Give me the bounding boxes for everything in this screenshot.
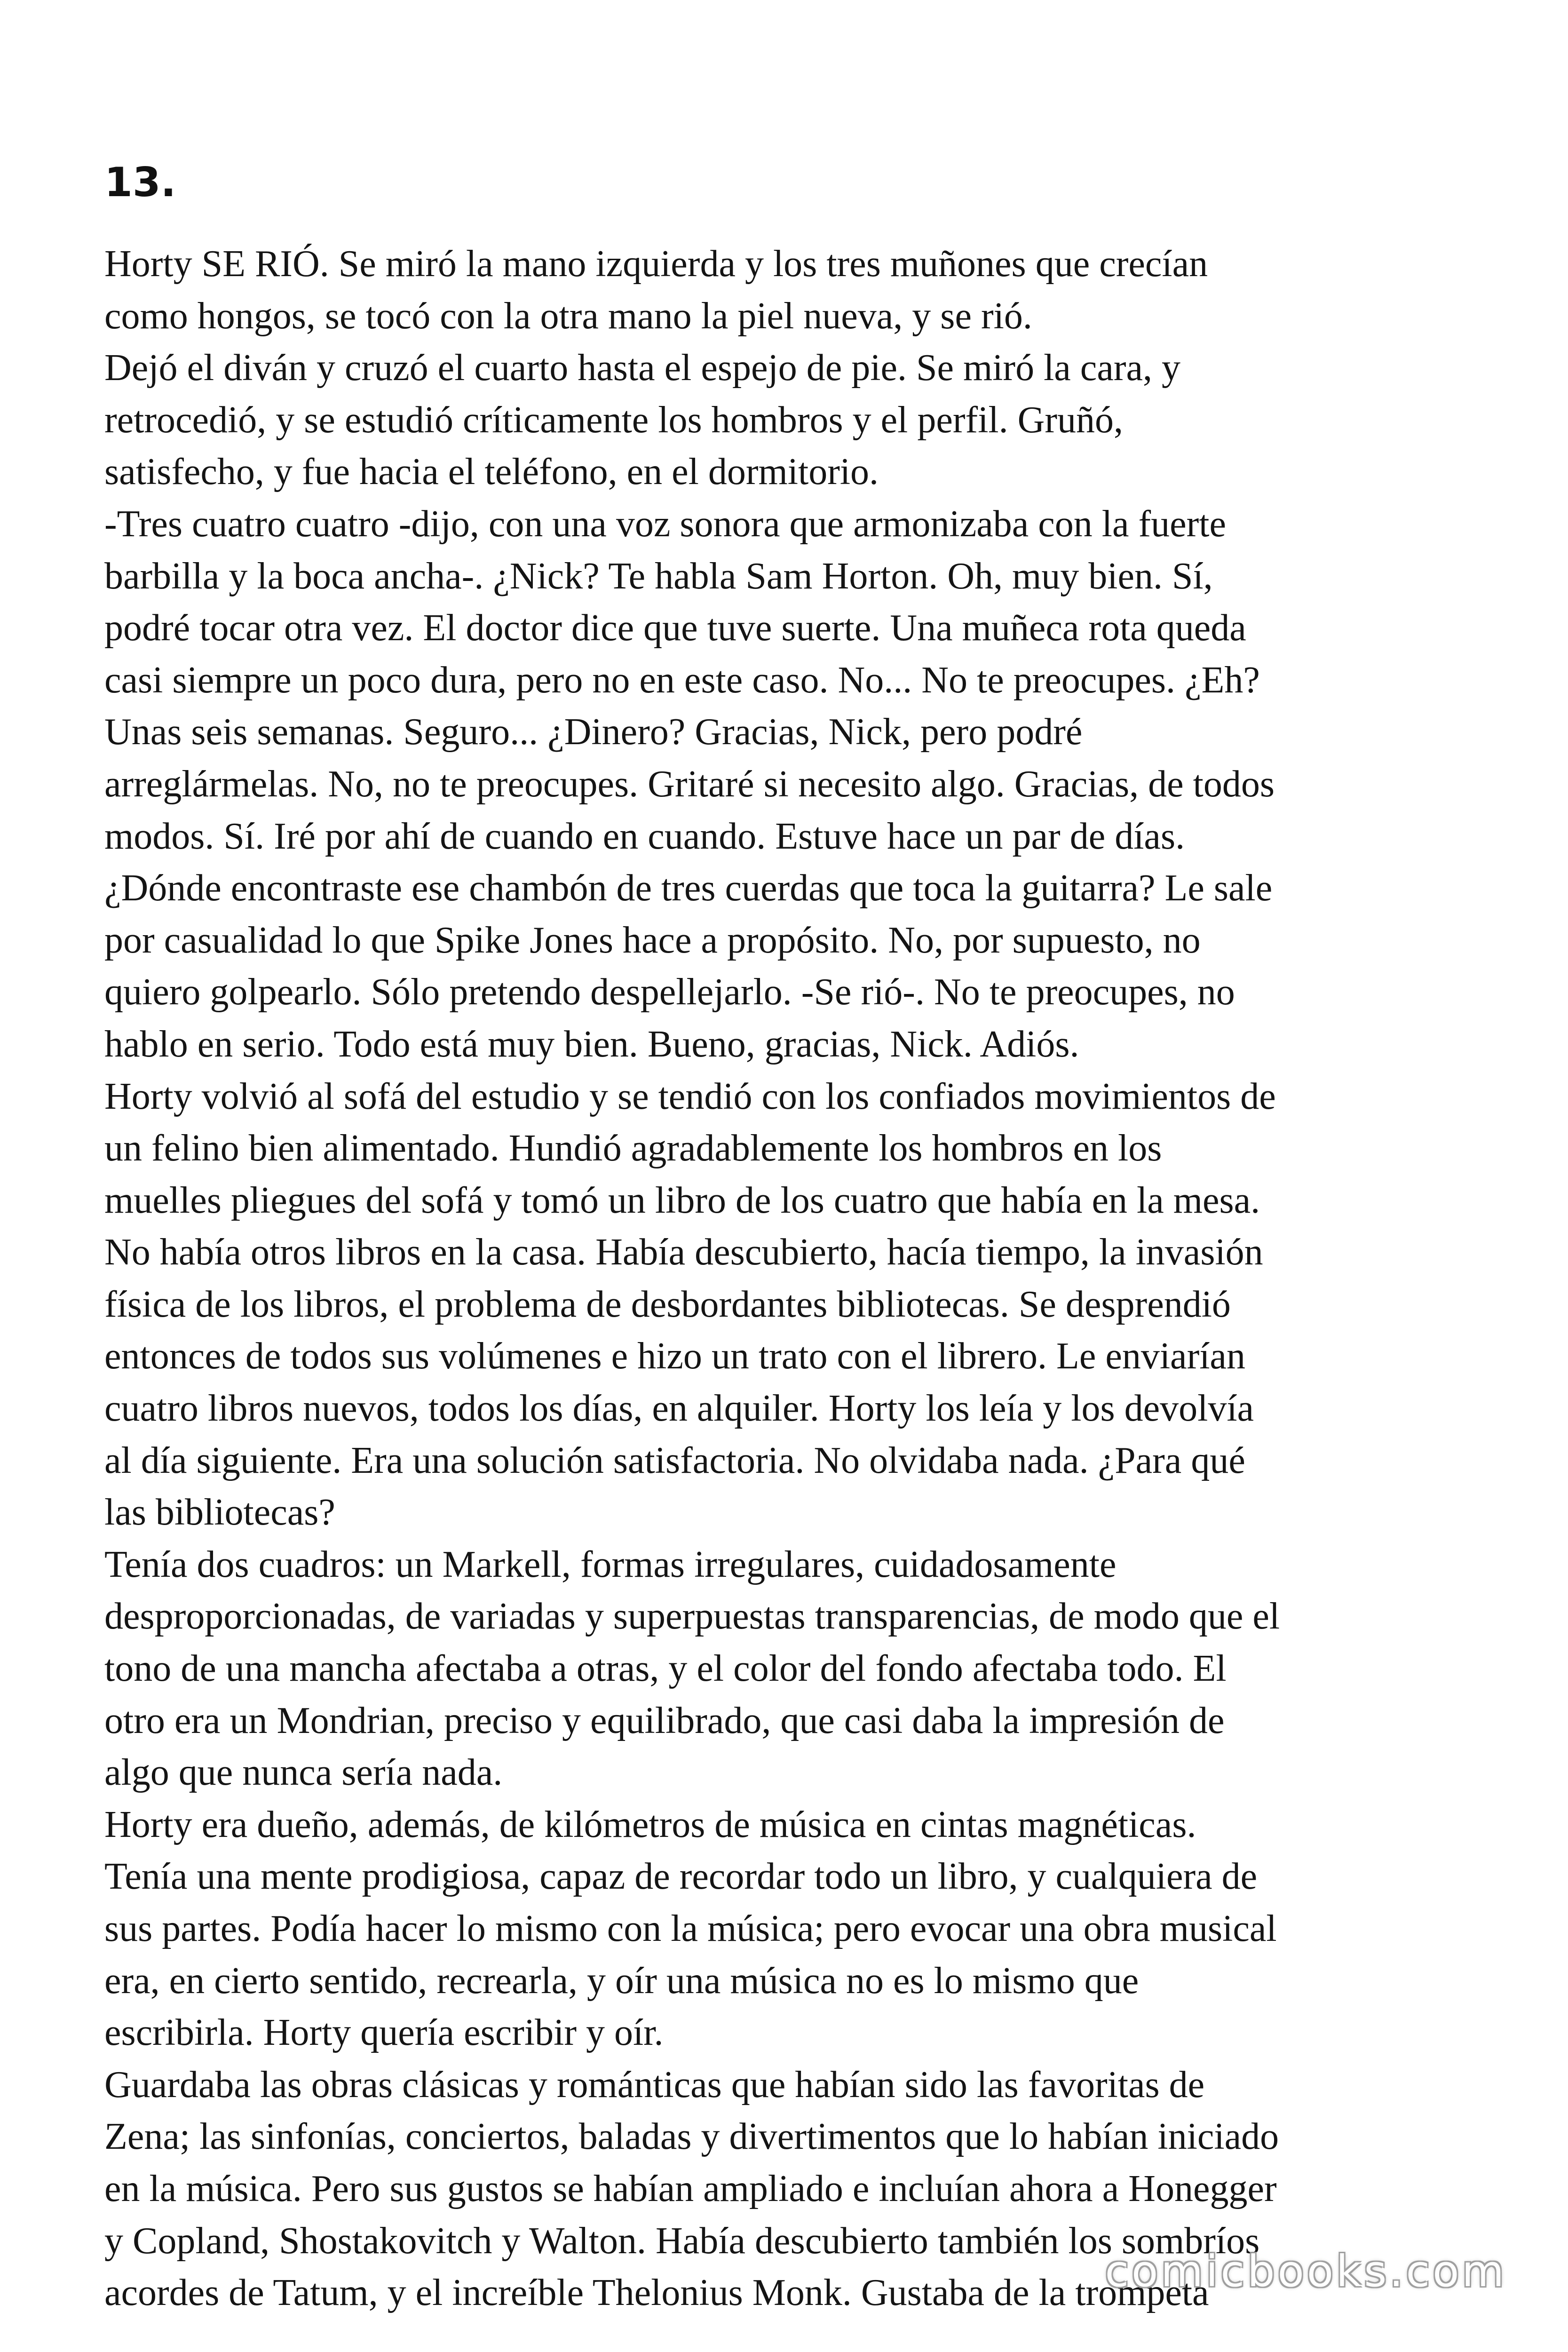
text-line: era, en cierto sentido, recrearla, y oír una música no es lo mismo que [104,1960,1139,2002]
text-line: ¿Dónde encontraste ese chambón de tres cuerdas que toca la guitarra? Le sale [104,867,1273,909]
text-line: al día siguiente. Era una solución satisfactoria. No olvidaba nada. ¿Para qué [104,1439,1245,1481]
text-line: Tenía dos cuadros: un Markell, formas irregulares, cuidadosamente [104,1543,1117,1585]
text-line: hablo en serio. Todo está muy bien. Bueno, gracias, Nick. Adiós. [104,1023,1079,1065]
text-line: satisfecho, y fue hacia el teléfono, en el dormitorio. [104,451,879,493]
text-line: desproporcionadas, de variadas y superpuestas transparencias, de modo que el [104,1596,1280,1637]
text-line: -Tres cuatro cuatro -dijo, con una voz sonora que armonizaba con la fuerte [104,503,1227,545]
text-line: No había otros libros en la casa. Había descubierto, hacía tiempo, la invasión [104,1232,1263,1273]
text-line: cuatro libros nuevos, todos los días, en alquiler. Horty los leía y los devolvía [104,1388,1254,1430]
text-line: retrocedió, y se estudió críticamente los hombros y el perfil. Gruñó, [104,399,1124,441]
text-line: casi siempre un poco dura, pero no en este caso. No... No te preocupes. ¿Eh? [104,659,1260,701]
body-text [104,238,1475,2319]
text-line: en la música. Pero sus gustos se habían ampliado e incluían ahora a Honegger [104,2168,1277,2209]
text-line: Horty volvió al sofá del estudio y se tendió con los confiados movimientos de [104,1075,1276,1117]
text-line: podré tocar otra vez. El doctor dice que tuve suerte. Una muñeca rota queda [104,607,1246,649]
text-line: Horty SE RIÓ. Se miró la mano izquierda y los tres muñones que crecían [104,243,1208,285]
watermark: comicbooks.com [1105,2246,1507,2296]
text-line: por casualidad lo que Spike Jones hace a propósito. No, por supuesto, no [104,919,1201,961]
text-line: barbilla y la boca ancha-. ¿Nick? Te habla Sam Horton. Oh, muy bien. Sí, [104,555,1213,597]
text-line: escribirla. Horty quería escribir y oír. [104,2012,664,2054]
text-line: Zena; las sinfonías, conciertos, baladas y divertimentos que lo habían iniciado [104,2116,1279,2158]
text-line: arreglármelas. No, no te preocupes. Gritaré si necesito algo. Gracias, de todos [104,763,1275,805]
text-line: Dejó el diván y cruzó el cuarto hasta el espejo de pie. Se miró la cara, y [104,347,1180,389]
text-line: quiero golpearlo. Sólo pretendo despellejarlo. -Se rió-. No te preocupes, no [104,971,1235,1013]
text-line: entonces de todos sus volúmenes e hizo un trato con el librero. Le enviarían [104,1335,1245,1377]
text-line: Guardaba las obras clásicas y románticas que habían sido las favoritas de [104,2064,1205,2106]
text-line: sus partes. Podía hacer lo mismo con la música; pero evocar una obra musical [104,1908,1277,1949]
text-line: un felino bien alimentado. Hundió agradablemente los hombros en los [104,1128,1162,1169]
chapter-number: 13. [104,159,176,206]
text-line: muelles pliegues del sofá y tomó un libro de los cuatro que había en la mesa. [104,1179,1260,1221]
text-line: las bibliotecas? [104,1492,335,1534]
text-line: física de los libros, el problema de desbordantes bibliotecas. Se desprendió [104,1283,1231,1325]
text-line: tono de una mancha afectaba a otras, y el color del fondo afectaba todo. El [104,1648,1227,1690]
text-line: otro era un Mondrian, preciso y equilibrado, que casi daba la impresión de [104,1700,1225,1741]
text-line: algo que nunca sería nada. [104,1752,503,1794]
text-line: Unas seis semanas. Seguro... ¿Dinero? Gracias, Nick, pero podré [104,711,1083,753]
text-line: y Copland, Shostakovitch y Walton. Había descubierto también los sombríos [104,2220,1260,2262]
text-line: modos. Sí. Iré por ahí de cuando en cuando. Estuve hace un par de días. [104,815,1185,857]
text-line: como hongos, se tocó con la otra mano la piel nueva, y se rió. [104,295,1032,337]
text-line: Tenía una mente prodigiosa, capaz de recordar todo un libro, y cualquiera de [104,1856,1258,1898]
text-line: Horty era dueño, además, de kilómetros de música en cintas magnéticas. [104,1804,1196,1845]
text-line: acordes de Tatum, y el increíble Thelonius Monk. Gustaba de la trompeta [104,2272,1209,2314]
